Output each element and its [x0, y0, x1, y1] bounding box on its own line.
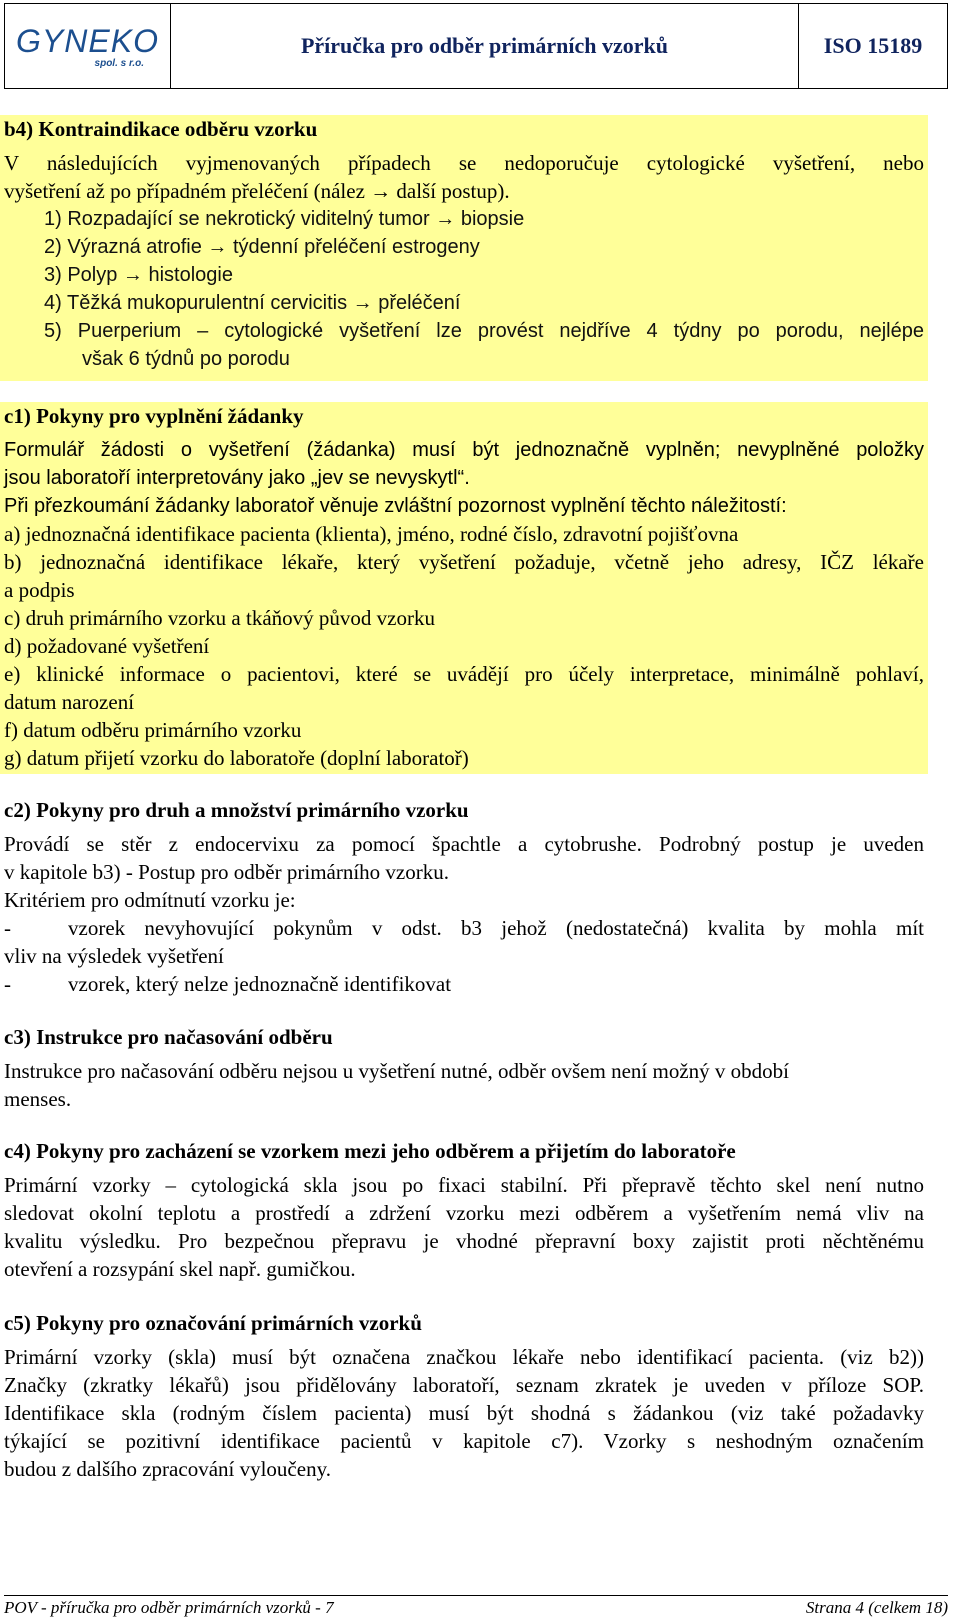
paragraph-line: V následujících vyjmenovaných případech se nedoporučuje cytologické vyšetření, nebo	[4, 151, 924, 175]
section-c1	[0, 402, 928, 774]
paragraph-line: otevření a rozsypání skel např. gumičkou.	[4, 1257, 356, 1281]
list-item: 5) Puerperium – cytologické vyšetření lze provést nejdříve 4 týdny po porodu, nejlépe	[44, 320, 924, 342]
rejection-item	[4, 914, 924, 942]
rejection-item-continuation: vliv na výsledek vyšetření	[4, 944, 224, 968]
paragraph-line: kvalitu výsledku. Pro bezpečnou přepravu je vhodné přepravní boxy zajistit proti něchtěnému	[4, 1229, 924, 1253]
dash-bullet: -	[4, 916, 11, 940]
rejection-text: vzorek, který nelze jednoznačně identifikovat	[68, 972, 452, 996]
section-c4	[0, 1137, 928, 1283]
section-c5	[0, 1309, 928, 1483]
requirement-item: g) datum přijetí vzorku do laboratoře (doplní laboratoř)	[4, 746, 469, 770]
list-item-continuation: však 6 týdnů po porodu	[82, 348, 290, 370]
paragraph-line: v kapitole b3) - Postup pro odběr primárního vzorku.	[4, 860, 449, 884]
paragraph-line: sledovat okolní teplotu a prostředí a zdržení vzorku mezi odběrem a vyšetřením nemá vliv na	[4, 1201, 924, 1225]
page-header	[4, 3, 948, 89]
paragraph-line: Primární vzorky – cytologická skla jsou po fixaci stabilní. Při přepravě těchto skel není nutno	[4, 1173, 924, 1197]
section-heading: c1) Pokyny pro vyplnění žádanky	[4, 404, 304, 428]
paragraph-line: budou z dalšího zpracování vyloučeny.	[4, 1457, 331, 1481]
section-b4	[0, 115, 928, 381]
section-heading: c3) Instrukce pro načasování odběru	[4, 1025, 333, 1049]
paragraph-line: Instrukce pro načasování odběru nejsou u vyšetření nutné, odběr ovšem není možný v období	[4, 1059, 789, 1083]
requirement-item: c) druh primárního vzorku a tkáňový původ vzorku	[4, 606, 435, 630]
list-item: 3) Polyp → histologie	[44, 264, 233, 286]
list-item: 1) Rozpadající se nekrotický viditelný tumor → biopsie	[44, 208, 525, 230]
paragraph-line: Identifikace skla (rodným číslem pacienta) musí být shodná s žádankou (viz také požadavky	[4, 1401, 924, 1425]
paragraph-line: Značky (zkratky lékařů) jsou přidělovány laboratoří, seznam zkratek je uveden v příloze SOP.	[4, 1373, 924, 1397]
rejection-item	[4, 970, 924, 998]
requirement-item: e) klinické informace o pacientovi, které se uvádějí pro účely interpretace, minimálně pohlaví,	[4, 662, 924, 686]
paragraph-line: Formulář žádosti o vyšetření (žádanka) musí být jednoznačně vyplněn; nevyplněné položky	[4, 439, 924, 461]
rejection-text: vzorek nevyhovující pokynům v odst. b3 jehož (nedostatečná) kvalita by mohla mít	[68, 916, 924, 940]
section-c3	[0, 1023, 928, 1113]
logo-subtitle: spol. s r.o.	[94, 57, 144, 69]
contraindication-list	[4, 205, 924, 373]
logo-text: GYNEKO	[16, 22, 159, 59]
document-title: Příručka pro odběr primárních vzorků	[171, 4, 799, 88]
requirement-item: a) jednoznačná identifikace pacienta (klienta), jméno, rodné číslo, zdravotní pojišťovna	[4, 522, 739, 546]
requirement-item: f) datum odběru primárního vzorku	[4, 718, 302, 742]
paragraph-line: Primární vzorky (skla) musí být označena značkou lékaře nebo identifikací pacienta. (viz b2))	[4, 1345, 924, 1369]
requirement-item: d) požadované vyšetření	[4, 634, 210, 658]
paragraph-line: jsou laboratoří interpretovány jako „jev se nevyskytl“.	[4, 467, 470, 489]
paragraph-line: Kritériem pro odmítnutí vzorku je:	[4, 888, 296, 912]
section-heading: c2) Pokyny pro druh a množství primárního vzorku	[4, 798, 469, 822]
section-c2	[0, 796, 928, 998]
company-logo	[5, 4, 171, 88]
requirement-item: a podpis	[4, 578, 75, 602]
section-heading: c4) Pokyny pro zacházení se vzorkem mezi jeho odběrem a přijetím do laboratoře	[4, 1139, 736, 1163]
section-heading: c5) Pokyny pro označování primárních vzorků	[4, 1311, 422, 1335]
paragraph-line: Provádí se stěr z endocervixu za pomocí špachtle a cytobrushe. Podrobný postup je uveden	[4, 832, 924, 856]
paragraph-line: menses.	[4, 1087, 72, 1111]
requirement-item: datum narození	[4, 690, 135, 714]
list-item: 2) Výrazná atrofie → týdenní přeléčení estrogeny	[44, 236, 480, 258]
dash-bullet: -	[4, 972, 11, 996]
footer-document-name: POV - příručka pro odběr primárních vzorků - 7	[4, 1598, 334, 1617]
section-heading: b4) Kontraindikace odběru vzorku	[4, 117, 318, 141]
list-item: 4) Těžká mukopurulentní cervicitis → přeléčení	[44, 292, 461, 314]
page-footer	[4, 1595, 948, 1618]
paragraph-line: týkající se pozitivní identifikace pacientů v kapitole c7). Vzorky s neshodným označením	[4, 1429, 924, 1453]
iso-standard: ISO 15189	[823, 33, 923, 58]
footer-page-number: Strana 4 (celkem 18)	[805, 1598, 948, 1617]
requirement-item: b) jednoznačná identifikace lékaře, který vyšetření požaduje, včetně jeho adresy, IČZ lékaře	[4, 550, 924, 574]
paragraph-line: Při přezkoumání žádanky laboratoř věnuje zvláštní pozornost vyplnění těchto náležitostí:	[4, 495, 787, 517]
paragraph-line: vyšetření až po případném přeléčení (nález → další postup).	[4, 179, 510, 203]
